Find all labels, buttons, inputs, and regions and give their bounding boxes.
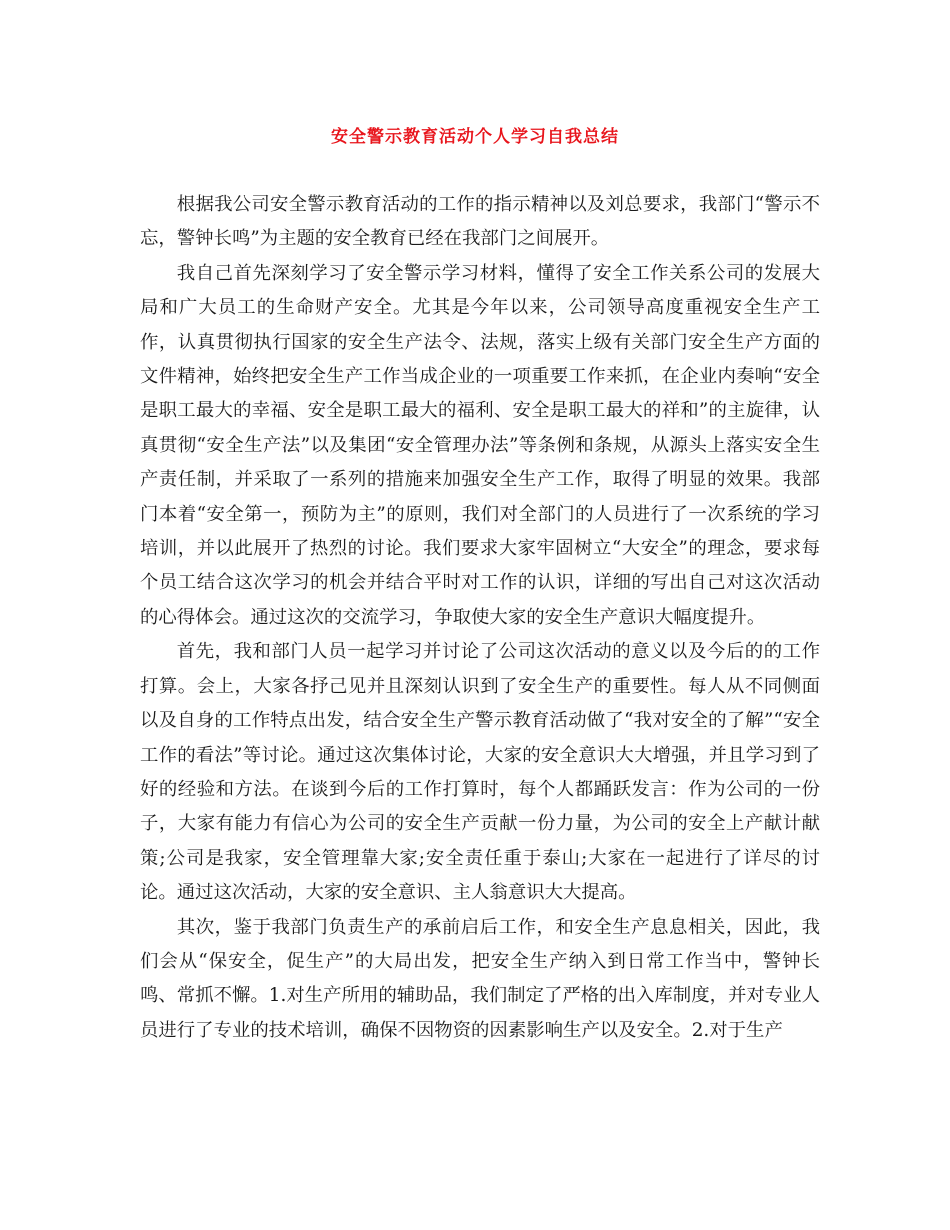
paragraph-3: 首先，我和部门人员一起学习并讨论了公司这次活动的意义以及今后的的工作打算。会上，大家各抒己见并且深刻认识到了安全生产的重要性。每人从不同侧面以及自身的工作特点出发，结合安全生产警示教育活动做了“我对安全的了解”“安全工作的看法”等讨论。通过这次集体讨论，大家的安全意识大大增强，并且学习到了好的经验和方法。在谈到今后的工作打算时，每个人都踊跃发言：作为公司的一份子，大家有能力有信心为公司的安全生产贡献一份力量，为公司的安全上产献计献策;公司是我家，安全管理靠大家;安全责任重于泰山;大家在一起进行了详尽的讨论。通过这次活动，大家的安全意识、主人翁意识大大提高。 (140, 641, 820, 904)
document-body (140, 188, 820, 1048)
paragraph-2: 我自己首先深刻学习了安全警示学习材料，懂得了安全工作关系公司的发展大局和广大员工的生命财产安全。尤其是今年以来，公司领导高度重视安全生产工作，认真贯彻执行国家的安全生产法令、法规，落实上级有关部门安全生产方面的文件精神，始终把安全生产工作当成企业的一项重要工作来抓，在企业内奏响“安全是职工最大的幸福、安全是职工最大的福利、安全是职工最大的祥和”的主旋律，认真贯彻“安全生产法”以及集团“安全管理办法”等条例和条规，从源头上落实安全生产责任制，并采取了一系列的措施来加强安全生产工作，取得了明显的效果。我部门本着“安全第一，预防为主”的原则，我们对全部门的人员进行了一次系统的学习培训，并以此展开了热烈的讨论。我们要求大家牢固树立“大安全”的理念，要求每个员工结合这次学习的机会并结合平时对工作的认识，详细的写出自己对这次活动的心得体会。通过这次的交流学习，争取使大家的安全生产意识大幅度提升。 (140, 262, 820, 628)
paragraph-1: 根据我公司安全警示教育活动的工作的指示精神以及刘总要求，我部门“警示不忘，警钟长鸣”为主题的安全教育已经在我部门之间展开。 (140, 194, 820, 250)
paragraph-4: 其次，鉴于我部门负责生产的承前启后工作，和安全生产息息相关，因此，我们会从“保安全，促生产”的大局出发，把安全生产纳入到日常工作当中，警钟长鸣、常抓不懈。1.对生产所用的辅助品，我们制定了严格的出入库制度，并对专业人员进行了专业的技术培训，确保不因物资的因素影响生产以及安全。2.对于生产 (140, 916, 820, 1041)
document-title: 安全警示教育活动个人学习自我总结 (331, 127, 619, 147)
